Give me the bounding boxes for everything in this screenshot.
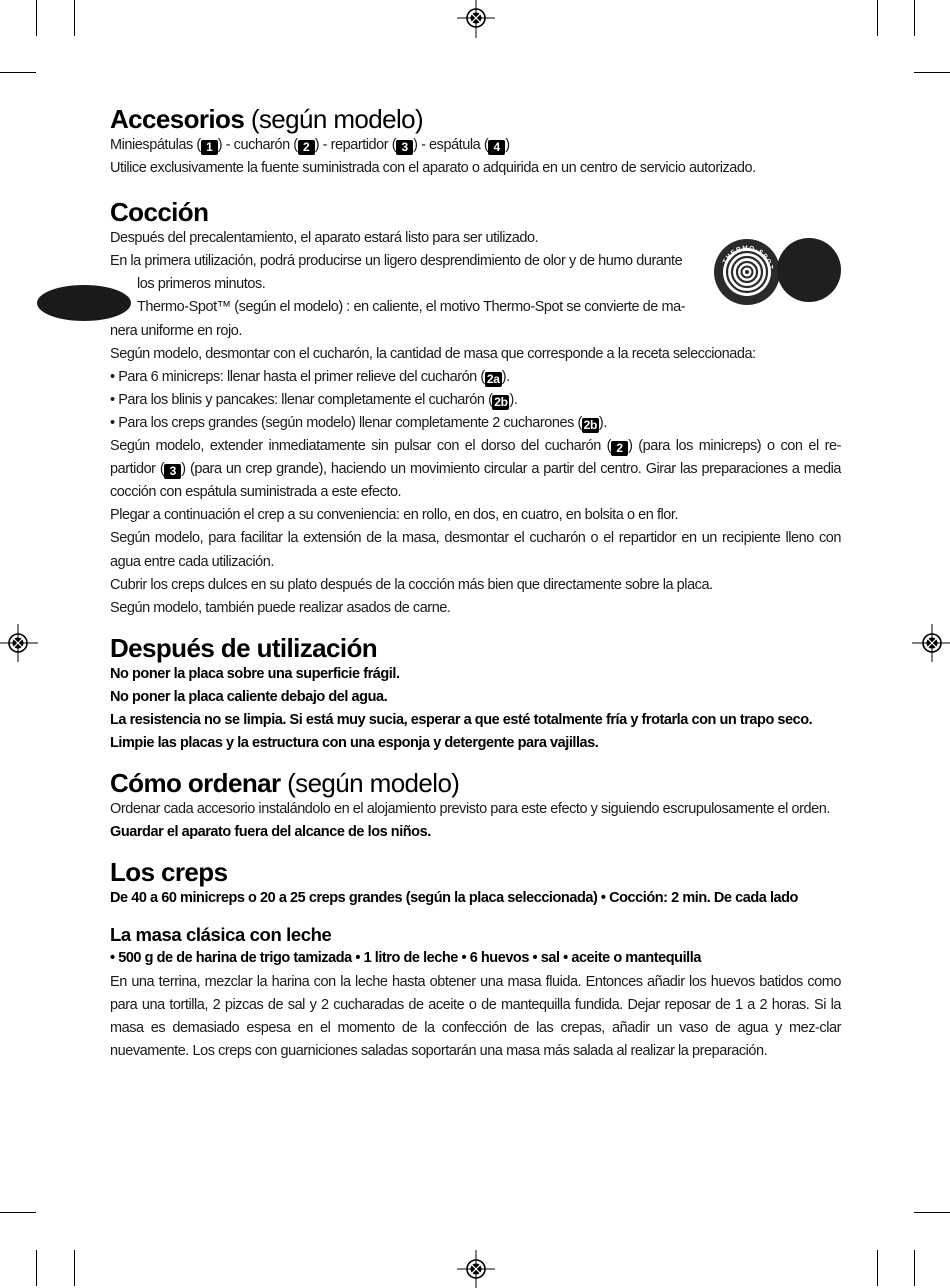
warning-text: La resistencia no se limpia. Si está muy sucia, esperar a que esté totalmente fría y frotarla con un trapo seco. (110, 711, 813, 728)
section-heading: Los creps (110, 857, 228, 888)
recipe-title: La masa clásica con leche (110, 924, 332, 946)
warning-text: Guardar el aparato fuera del alcance de los niños. (110, 824, 431, 841)
paragraph: Según modelo, extender inmediatamente sin pulsar con el dorso del cucharón ( 2 ) (para los minicreps) o con el re-partidor ( 3 ) (para un crep grande), haciendo un movimiento circular a partir del centro. Girar las preparaciones a media cocción con espátula suministrada a este efecto. (110, 438, 841, 501)
crop-mark (0, 72, 36, 73)
crop-mark (36, 0, 37, 36)
paragraph: Después del precalentamiento, el aparato estará listo para ser utilizado. (110, 230, 539, 247)
paragraph: Según modelo, desmontar con el cucharón, la cantidad de masa que corresponde a la receta seleccionada: (110, 345, 756, 362)
recipe-summary: De 40 a 60 minicreps o 20 a 25 creps grandes (según la placa seleccionada) • Cocción: 2 min. De cada lado (110, 890, 798, 907)
list-item: • Para 6 minicreps: llenar hasta el primer relieve del cucharón ( 2a ). (110, 368, 510, 386)
crop-mark (877, 1250, 878, 1286)
section-creps (110, 857, 841, 1063)
registration-mark-icon (912, 624, 950, 662)
paragraph: En la primera utilización, podrá producirse un ligero desprendimiento de olor y de humo durante (110, 253, 683, 270)
figure-badge: 2b (583, 417, 598, 432)
accessories-list: Miniespátulas ( 1 ) - cucharón ( 2 ) - repartidor ( 3 ) - espátula ( 4 ) (110, 137, 510, 154)
figure-badge: 2b (494, 394, 508, 409)
list-item: • Para los blinis y pancakes: llenar completamente el cucharón ( 2b ). (110, 391, 518, 409)
recipe-method: En una terrina, mezclar la harina con la leche hasta obtener una masa fluida. Entonces añadir los huevos batidos como para una tortilla, 2 pizcas de sal y 2 cucharadas de aceite o de mantequilla fundida. Dejar reposar de 1 a 2 horas. Si la masa es demasiado espesa en el momento de la confección de las crepas, añadir un vaso de agua y mez-clar nuevamente. Los creps con guarniciones saladas soportarán una masa más salada al realizar la preparación. (110, 973, 841, 1059)
crop-mark (36, 1250, 37, 1286)
figure-badge: 2 (298, 140, 315, 155)
paragraph: nera uniforme en rojo. (110, 322, 242, 339)
paragraph: Cubrir los creps dulces en su plato después de la cocción más bien que directamente sobre la placa. (110, 576, 713, 593)
figure-badge: 3 (396, 140, 413, 155)
section-heading: Cómo ordenar (según modelo) (110, 768, 460, 799)
figure-badge: 3 (164, 464, 181, 479)
section-coccion (110, 197, 841, 620)
svg-text:THERMO-SPOT: THERMO-SPOT (721, 244, 775, 271)
paragraph: Según modelo, para facilitar la extensión de la masa, desmontar el cucharón o el repartidor en un recipiente lleno con agua entre cada utilización. (110, 530, 841, 570)
crop-mark (74, 1250, 75, 1286)
paragraph: Plegar a continuación el crep a su conveniencia: en rollo, en dos, en cuatro, en bolsita o en flor. (110, 507, 679, 524)
warning-text: No poner la placa sobre una superficie frágil. (110, 665, 400, 682)
list-item: • Para los creps grandes (según modelo) llenar completamente 2 cucharones ( 2b ). (110, 414, 607, 432)
paragraph: Thermo-Spot™ (según el modelo) : en caliente, el motivo Thermo-Spot se convierte de ma- (137, 299, 686, 316)
section-despues (110, 633, 841, 755)
document-body (110, 104, 841, 1063)
crop-mark (914, 0, 915, 36)
section-heading: Accesorios (según modelo) (110, 104, 424, 134)
registration-mark-icon (0, 624, 38, 662)
section-heading: Cocción (110, 197, 209, 228)
crop-mark (0, 1212, 36, 1213)
figure-badge: 2 (611, 441, 628, 456)
crop-mark (877, 0, 878, 36)
figure-badge: 1 (201, 140, 218, 155)
figure-badge: 2a (485, 372, 502, 387)
registration-mark-icon (457, 1250, 495, 1288)
crop-mark (914, 72, 950, 73)
crop-mark (74, 0, 75, 36)
crop-mark (914, 1212, 950, 1213)
warning-text: Limpie las placas y la estructura con una esponja y detergente para vajillas. (110, 735, 599, 752)
paragraph: Utilice exclusivamente la fuente suministrada con el aparato o adquirida en un centro de servicio autorizado. (110, 160, 756, 177)
warning-text: No poner la placa caliente debajo del agua. (110, 688, 388, 705)
registration-mark-icon (457, 0, 495, 38)
paragraph: Ordenar cada accesorio instalándolo en el alojamiento previsto para este efecto y siguiendo escrupulosamente el orden. (110, 801, 830, 818)
crop-mark (914, 1250, 915, 1286)
ingredients-list: • 500 g de de harina de trigo tamizada • 1 litro de leche • 6 huevos • sal • aceite o mantequilla (110, 950, 701, 967)
paragraph: los primeros minutos. (137, 276, 266, 293)
section-ordenar (110, 768, 841, 844)
section-accesorios (110, 104, 841, 180)
figure-badge: 4 (488, 140, 505, 155)
paragraph: Según modelo, también puede realizar asados de carne. (110, 599, 451, 616)
section-heading: Después de utilización (110, 632, 378, 663)
